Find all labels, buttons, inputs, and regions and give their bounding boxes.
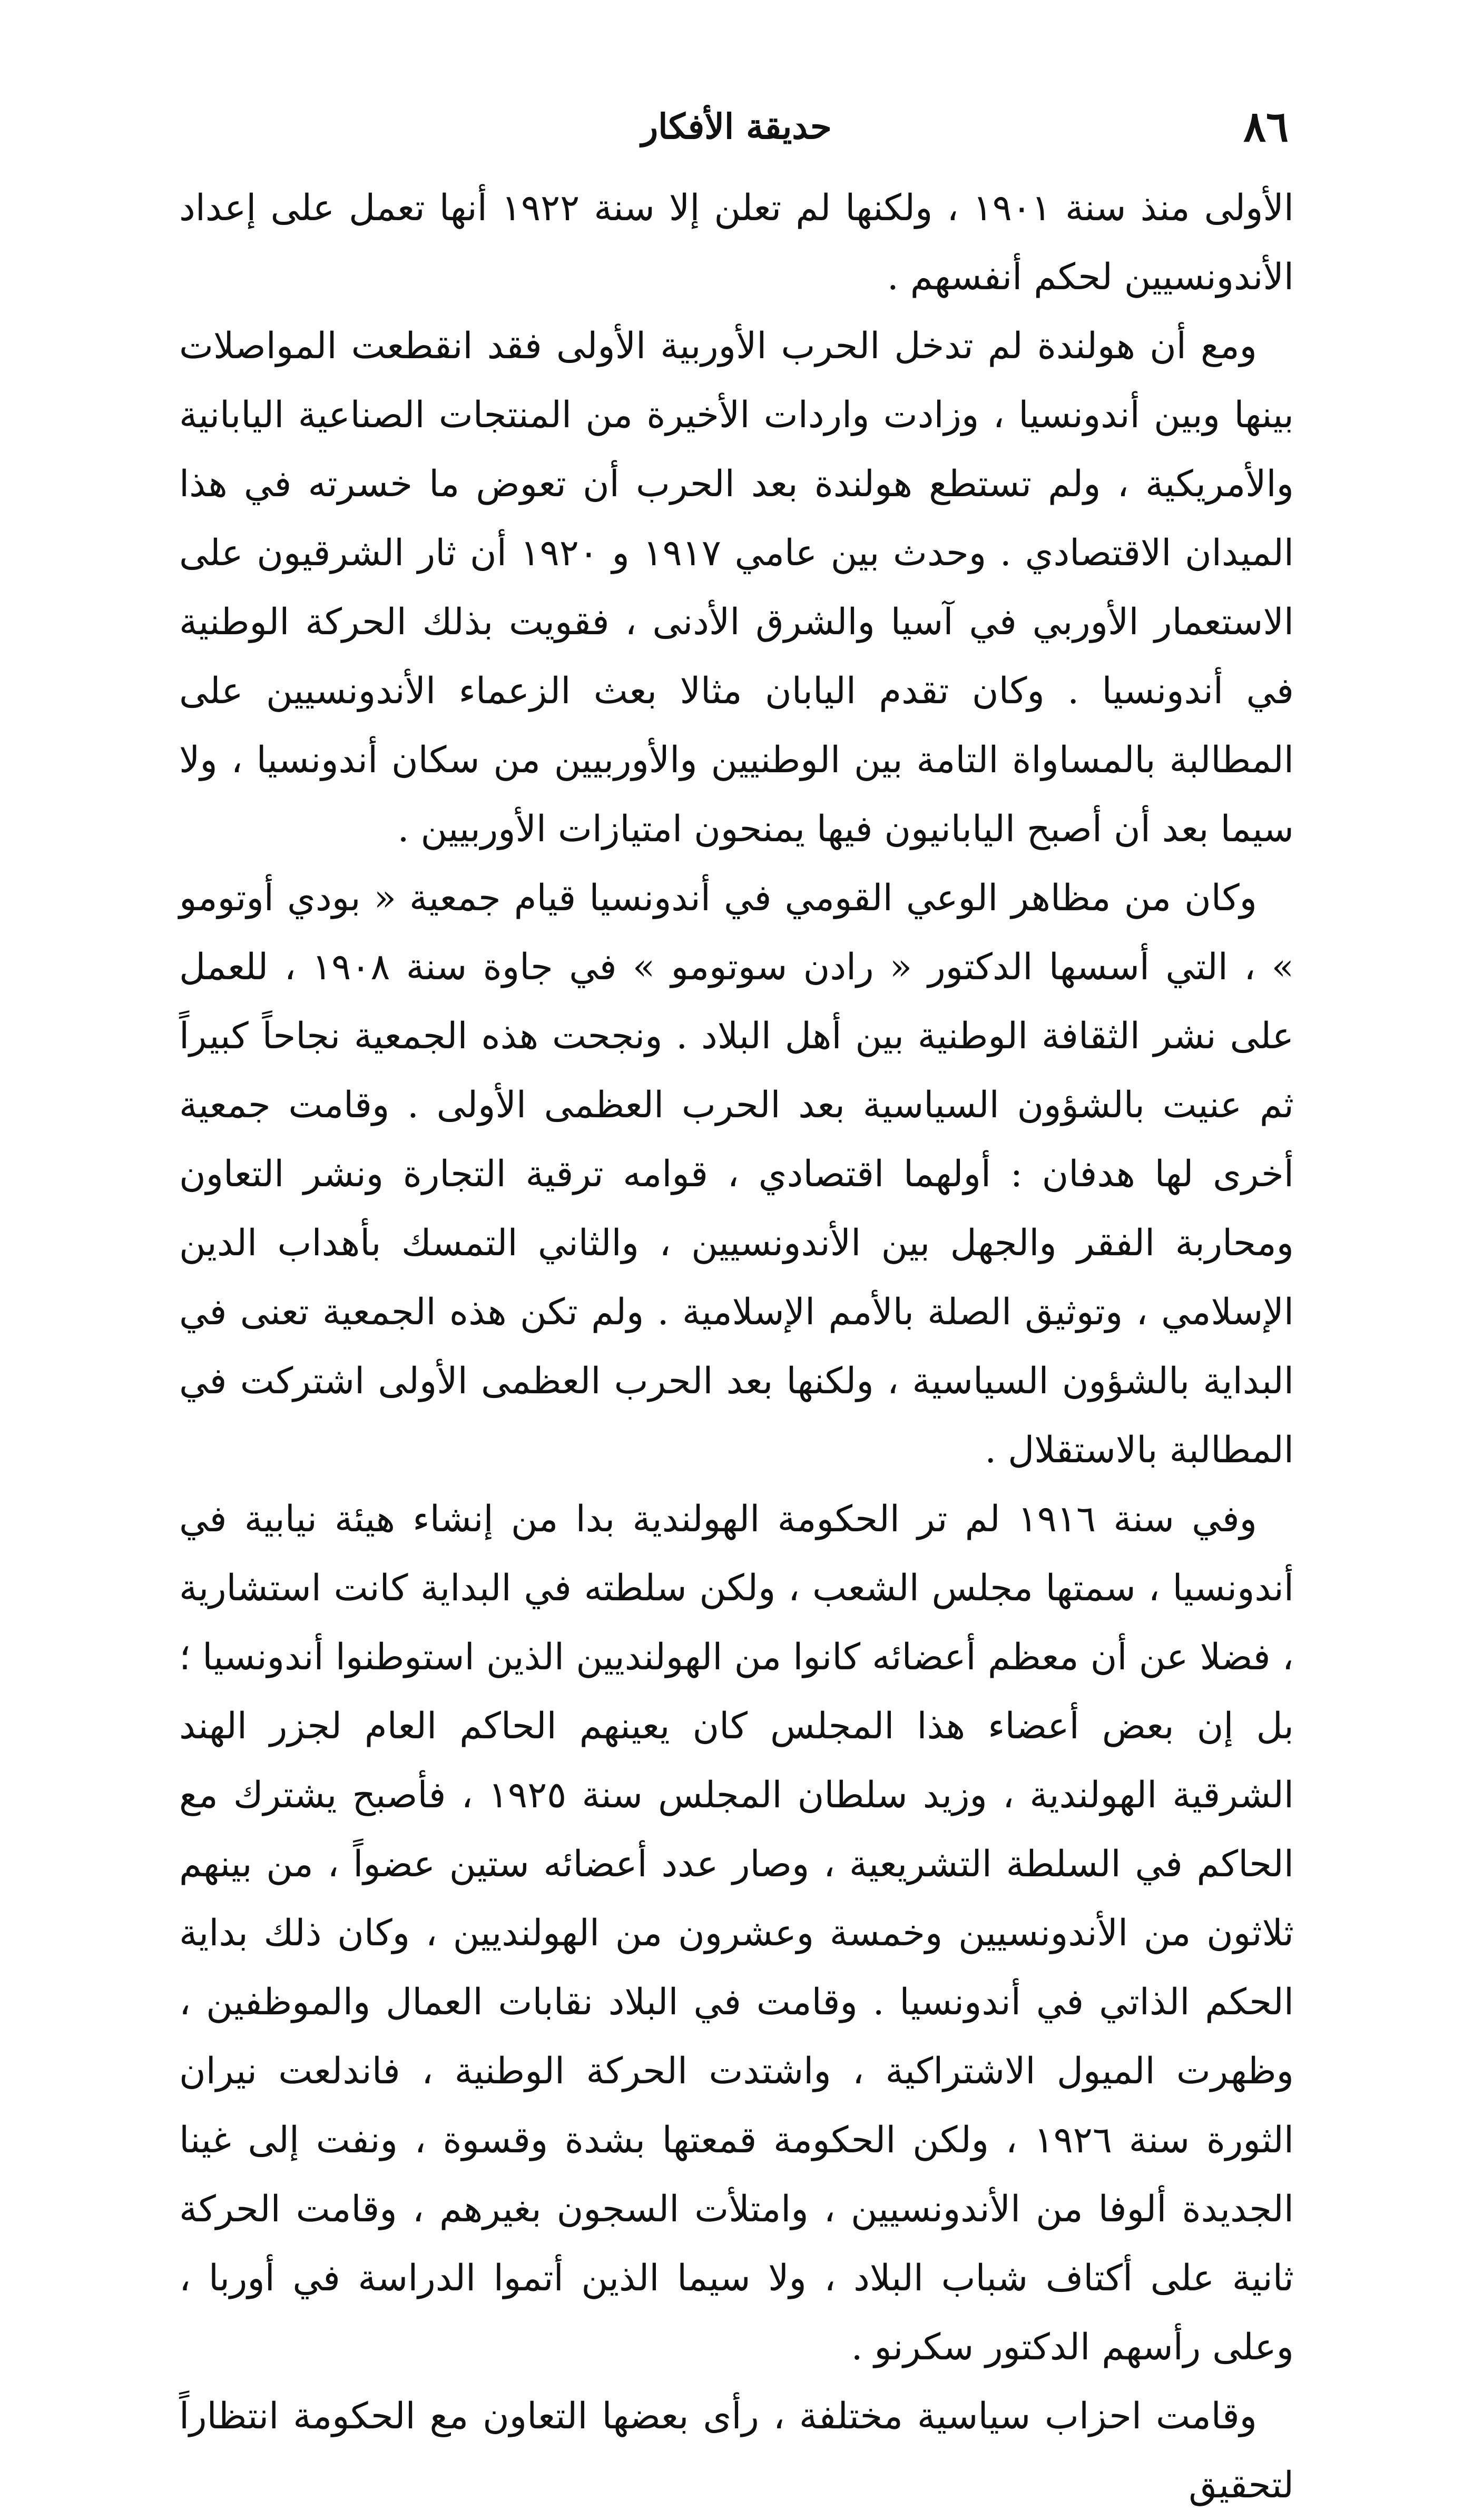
paragraph-national-awareness: وكان من مظاهر الوعي القومي في أندونسيا قيام جمعية « بودي أوتومو » ، التي أسسها الدكتور « رادن سوتومو » في جاوة سنة ١٩٠٨ ، للعمل على نشر الثقافة الوطنية بين أهل البلاد . ونجحت هذه الجمعية نجاحاً كبيراً ثم عنيت بالشؤون السياسية بعد الحرب العظمى الأولى . وقامت جمعية أخرى لها هدفان : أولهما اقتصادي ، قوامه ترقية التجارة ونشر التعاون ومحاربة الفقر والجهل بين الأندونسيين ، والثاني التمسك بأهداب الدين الإسلامي ، وتوثيق الصلة بالأمم الإسلامية . ولم تكن هذه الجمعية تعنى في البداية بالشؤون السياسية ، ولكنها بعد الحرب العظمى الأولى اشتركت في المطالبة بالاستقلال . bbox=[179, 877, 1294, 1471]
page-header bbox=[174, 97, 1299, 155]
paragraph-continuation: الأولى منذ سنة ١٩٠١ ، ولكنها لم تعلن إلا سنة ١٩٢٢ أنها تعمل على إعداد الأندونسيين لحكم أنفسهم . bbox=[179, 187, 1294, 298]
paragraph-parliament: وفي سنة ١٩١٦ لم تر الحكومة الهولندية بدا من إنشاء هيئة نيابية في أندونسيا ، سمتها مجلس الشعب ، ولكن سلطته في البداية كانت استشارية ، فضلا عن أن معظم أعضائه كانوا من الهولنديين الذين استوطنوا أندونسيا ؛ بل إن بعض أعضاء هذا المجلس كان يعينهم الحاكم العام لجزر الهند الشرقية الهولندية ، وزيد سلطان المجلس سنة ١٩٢٥ ، فأصبح يشترك مع الحاكم في السلطة التشريعية ، وصار عدد أعضائه ستين عضواً ، من بينهم ثلاثون من الأندونسيين وخمسة وعشرون من الهولنديين ، وكان ذلك بداية الحكم الذاتي في أندونسيا . وقامت في البلاد نقابات العمال والموظفين ، وظهرت الميول الاشتراكية ، واشتدت الحركة الوطنية ، فاندلعت نيران الثورة سنة ١٩٢٦ ، ولكن الحكومة قمعتها بشدة وقسوة ، ونفت إلى غينا الجديدة ألوفا من الأندونسيين ، وامتلأت السجون بغيرهم ، وقامت الحركة ثانية على أكتاف شباب البلاد ، ولا سيما الذين أتموا الدراسة في أوربا ، وعلى رأسهم الدكتور سكرنو . bbox=[179, 1498, 1294, 2368]
paragraph-war-trade: ومع أن هولندة لم تدخل الحرب الأوربية الأولى فقد انقطعت المواصلات بينها وبين أندونسيا ، وزادت واردات الأخيرة من المنتجات الصناعية اليابانية والأمريكية ، ولم تستطع هولندة بعد الحرب أن تعوض ما خسرته في هذا الميدان الاقتصادي . وحدث بين عامي ١٩١٧ و ١٩٢٠ أن ثار الشرقيون على الاستعمار الأوربي في آسيا والشرق الأدنى ، فقويت بذلك الحركة الوطنية في أندونسيا . وكان تقدم اليابان مثالا بعث الزعماء الأندونسيين على المطالبة بالمساواة التامة بين الوطنيين والأوربيين من سكان أندونسيا ، ولا سيما بعد أن أصبح اليابانيون فيها يمنحون امتيازات الأوربيين . bbox=[179, 325, 1294, 850]
body-text bbox=[179, 174, 1294, 2520]
paragraph-political-parties: وقامت احزاب سياسية مختلفة ، رأى بعضها التعاون مع الحكومة انتظاراً لتحقيق bbox=[179, 2395, 1294, 2506]
running-title: حديقة الأفكار bbox=[641, 106, 832, 147]
page-number: ٨٦ bbox=[1243, 102, 1289, 151]
